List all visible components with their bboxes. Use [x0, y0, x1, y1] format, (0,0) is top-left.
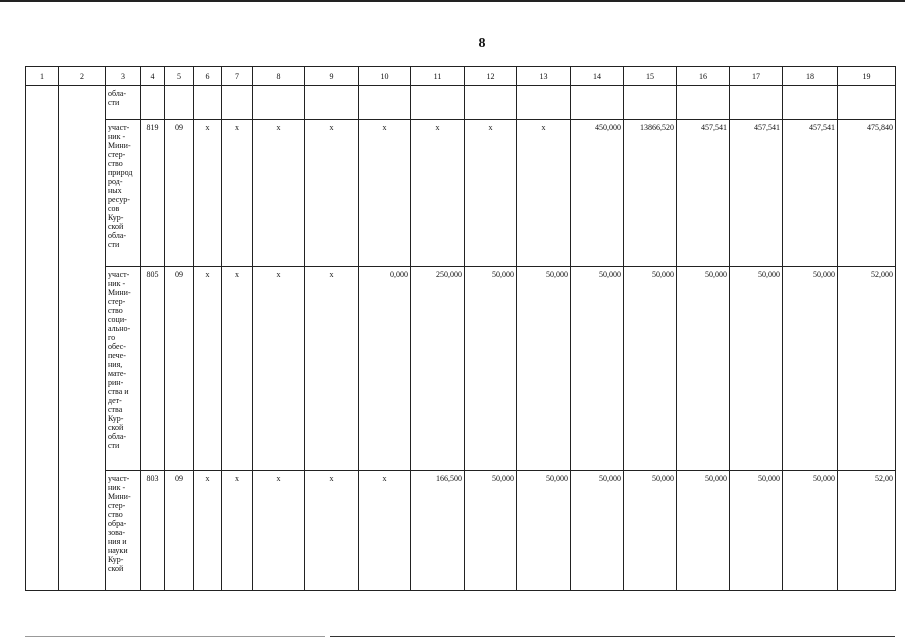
table-cell: x [253, 267, 305, 471]
table-cell: 09 [165, 471, 194, 591]
col-2-merged-cell [59, 86, 106, 591]
table-cell: 50,000 [517, 471, 571, 591]
table-cell: 50,000 [517, 267, 571, 471]
table-cell: 475,840 [838, 120, 896, 267]
table-cell: 50,000 [624, 267, 677, 471]
top-border-line [0, 0, 905, 2]
table-cell: 819 [141, 120, 165, 267]
col-header: 4 [141, 67, 165, 86]
table-cell [253, 86, 305, 120]
table-row [26, 471, 896, 591]
table-cell [465, 86, 517, 120]
table-cell [222, 86, 253, 120]
col-header: 6 [194, 67, 222, 86]
table-cell: 457,541 [783, 120, 838, 267]
table-cell: 50,000 [465, 267, 517, 471]
col-header: 14 [571, 67, 624, 86]
col-header: 13 [517, 67, 571, 86]
col-header: 11 [411, 67, 465, 86]
col-header: 8 [253, 67, 305, 86]
table-cell: 13866,520 [624, 120, 677, 267]
table-cell: 52,00 [838, 471, 896, 591]
participant-desc: участ- ник - Мини- стер- ство соци- ально- го обес- пече- ния, мате- рин- ства и дет- ства Кур- ской обла- сти [106, 267, 141, 471]
table-cell: 166,500 [411, 471, 465, 591]
table-row [26, 120, 896, 267]
table-cell: x [305, 120, 359, 267]
table-cell [571, 86, 624, 120]
table-cell: x [194, 471, 222, 591]
table-cell [165, 86, 194, 120]
table-cell: 0,000 [359, 267, 411, 471]
bottom-line-right [330, 636, 895, 637]
table-cell: x [465, 120, 517, 267]
table-cell: 50,000 [783, 471, 838, 591]
table-cell: 457,541 [677, 120, 730, 267]
participant-desc: обла- сти [106, 86, 141, 120]
column-number-row [26, 67, 896, 86]
col-header: 7 [222, 67, 253, 86]
participant-desc: участ- ник - Мини- стер- ство обра- зова- ния и науки Кур- ской [106, 471, 141, 591]
col-1-merged-cell [26, 86, 59, 591]
table-cell [141, 86, 165, 120]
table-cell: x [359, 120, 411, 267]
table-cell: 50,000 [677, 267, 730, 471]
table-cell [624, 86, 677, 120]
table-cell [359, 86, 411, 120]
bottom-line-left [25, 636, 325, 637]
table-cell: x [253, 120, 305, 267]
participant-desc: участ- ник - Мини- стер- ство природ род- ных ресур- сов Кур- ской обла- сти [106, 120, 141, 267]
table-cell: 50,000 [730, 267, 783, 471]
col-header: 18 [783, 67, 838, 86]
table-cell: 50,000 [783, 267, 838, 471]
table-cell [677, 86, 730, 120]
table-cell [517, 86, 571, 120]
col-header: 19 [838, 67, 896, 86]
table-cell: 50,000 [571, 267, 624, 471]
col-header: 5 [165, 67, 194, 86]
col-header: 2 [59, 67, 106, 86]
table-cell: x [253, 471, 305, 591]
table-cell: 457,541 [730, 120, 783, 267]
table-cell [194, 86, 222, 120]
table-cell [730, 86, 783, 120]
table-cell: 50,000 [730, 471, 783, 591]
table-cell: x [411, 120, 465, 267]
table-cell: 450,000 [571, 120, 624, 267]
col-header: 12 [465, 67, 517, 86]
col-header: 10 [359, 67, 411, 86]
table-cell: x [222, 471, 253, 591]
table-cell: x [222, 267, 253, 471]
table-cell: 50,000 [571, 471, 624, 591]
table-cell [783, 86, 838, 120]
table-cell [305, 86, 359, 120]
col-header: 15 [624, 67, 677, 86]
table-cell: x [517, 120, 571, 267]
table-cell: 50,000 [677, 471, 730, 591]
table-cell: 09 [165, 267, 194, 471]
table-cell: x [359, 471, 411, 591]
table-cell: 52,000 [838, 267, 896, 471]
table-cell: x [305, 267, 359, 471]
table-cell: 803 [141, 471, 165, 591]
table-cell: x [194, 267, 222, 471]
table-row [26, 267, 896, 471]
table-cell: x [305, 471, 359, 591]
col-header: 16 [677, 67, 730, 86]
table-cell: 250,000 [411, 267, 465, 471]
table-row [26, 86, 896, 120]
table-cell: x [222, 120, 253, 267]
table-cell: 805 [141, 267, 165, 471]
table-cell: 50,000 [624, 471, 677, 591]
page-number: 8 [478, 36, 486, 51]
table-cell: x [194, 120, 222, 267]
col-header: 1 [26, 67, 59, 86]
data-table [25, 66, 896, 591]
table-cell [838, 86, 896, 120]
col-header: 9 [305, 67, 359, 86]
table-cell: 50,000 [465, 471, 517, 591]
table-cell [411, 86, 465, 120]
col-header: 17 [730, 67, 783, 86]
col-header: 3 [106, 67, 141, 86]
table-cell: 09 [165, 120, 194, 267]
